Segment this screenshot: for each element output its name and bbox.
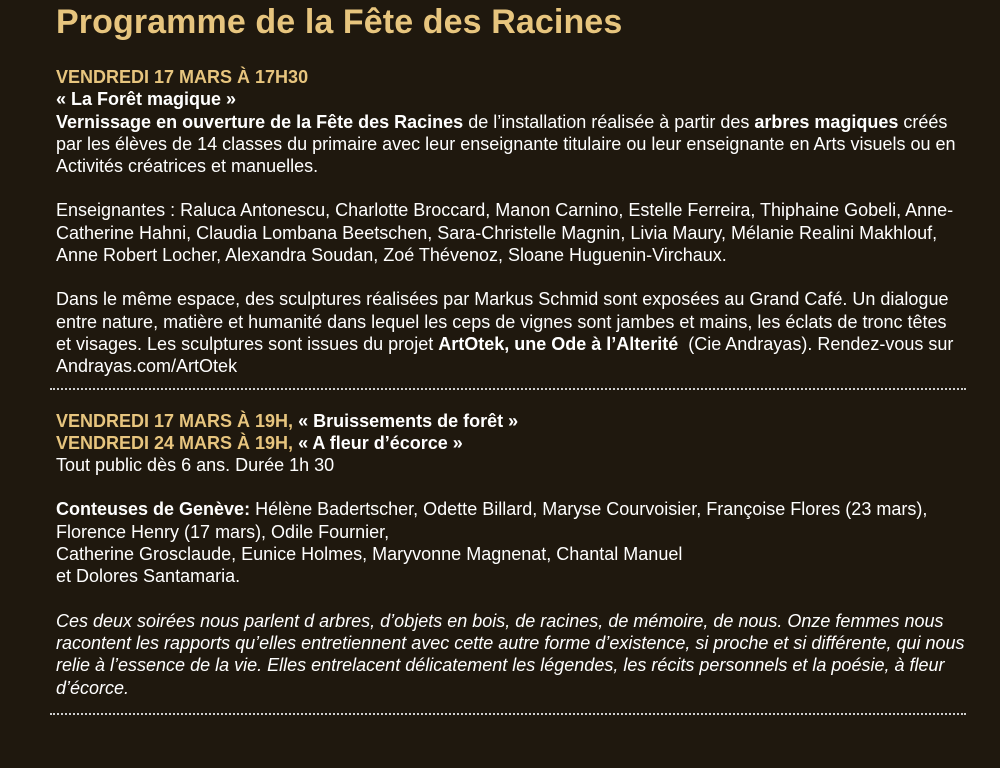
event1-teachers: Enseignantes : Raluca Antonescu, Charlotte Broccard, Manon Carnino, Estelle Ferreira, Thiphaine Gobeli, Anne-Catherine Hahni, Claudia Lombana Beetschen, Sara-Christelle Magnin, Livia Maury, Mélanie Realini Makhlouf, Anne Robert Locher, Alexandra Soudan, Zoé Thévenoz, Sloane Huguenin-Virchaux. — [56, 200, 954, 266]
section-divider-1 — [50, 388, 966, 390]
event1-desc-bold1: Vernissage en ouverture de la Fête des Racines — [56, 111, 464, 132]
event1-description — [56, 111, 966, 178]
event-contes — [56, 410, 966, 699]
event1-desc-bold2: arbres magiques — [754, 111, 899, 132]
event1-desc-text1: de l’installation réalisée à partir des — [463, 111, 755, 132]
event2-cast-line2: Catherine Grosclaude, Eunice Holmes, Maryvonne Magnenat, Chantal Manuel — [56, 544, 683, 565]
event2-cast-line1: Hélène Badertscher, Odette Billard, Maryse Courvoisier, Françoise Flores (23 mars), Florence Henry (17 mars), Odile Fournier, — [56, 499, 928, 542]
event1-name: « La Forêt magique » — [56, 89, 237, 110]
event2-date1: VENDREDI 17 MARS À 19H, — [56, 410, 294, 431]
event1-date: VENDREDI 17 MARS À 17H30 — [56, 67, 309, 87]
event1-sculpt-end: (Cie Andrayas). Rendez-vous sur Andrayas.com/ArtOtek — [56, 333, 958, 377]
event2-title1: « Bruissements de forêt » — [293, 410, 519, 431]
event2-cast-line3: et Dolores Santamaria. — [56, 566, 241, 587]
event1-sculptures — [56, 288, 966, 377]
event1-sculpt-bold: ArtOtek, une Ode à l’Alterité — [438, 333, 679, 354]
event1-desc-text2: créés par les élèves de 14 classes du primaire avec leur enseignante titulaire ou leur enseignante en Arts visuels ou en Activités créatrices et manuelles. — [56, 111, 956, 177]
event2-line2 — [56, 432, 966, 454]
event2-description: Ces deux soirées nous parlent d arbres, d’objets en bois, de racines, de mémoire, de nous. Onze femmes nous racontent les rapports qu’elles entretiennent avec cette autre forme d’existence, si proche et si différente, qui nous relie à l’essence de la vie. Elles entrelacent délicatement les légendes, les récits personnels et la poésie, à fleur d’écorce. — [56, 610, 965, 698]
page-title: Programme de la Fête des Racines — [56, 3, 623, 41]
programme-page — [56, 0, 966, 715]
section-divider-2 — [50, 713, 966, 715]
event2-date2: VENDREDI 24 MARS À 19H, — [56, 432, 294, 453]
event2-title2: « A fleur d’écorce » — [293, 432, 463, 453]
event2-line1 — [56, 410, 966, 432]
event1-sculpt-text: Dans le même espace, des sculptures réalisées par Markus Schmid sont exposées au Grand Café. Un dialogue entre nature, matière et humanité dans lequel les ceps de vignes sont jambes et mains, les éclats de tronc têtes et visages. Les sculptures sont issues du projet — [56, 289, 949, 354]
event2-audience: Tout public dès 6 ans. Durée 1h 30 — [56, 455, 335, 476]
event2-cast-label: Conteuses de Genève: — [56, 499, 251, 520]
event2-cast — [56, 498, 966, 587]
event-foret-magique — [56, 66, 966, 378]
